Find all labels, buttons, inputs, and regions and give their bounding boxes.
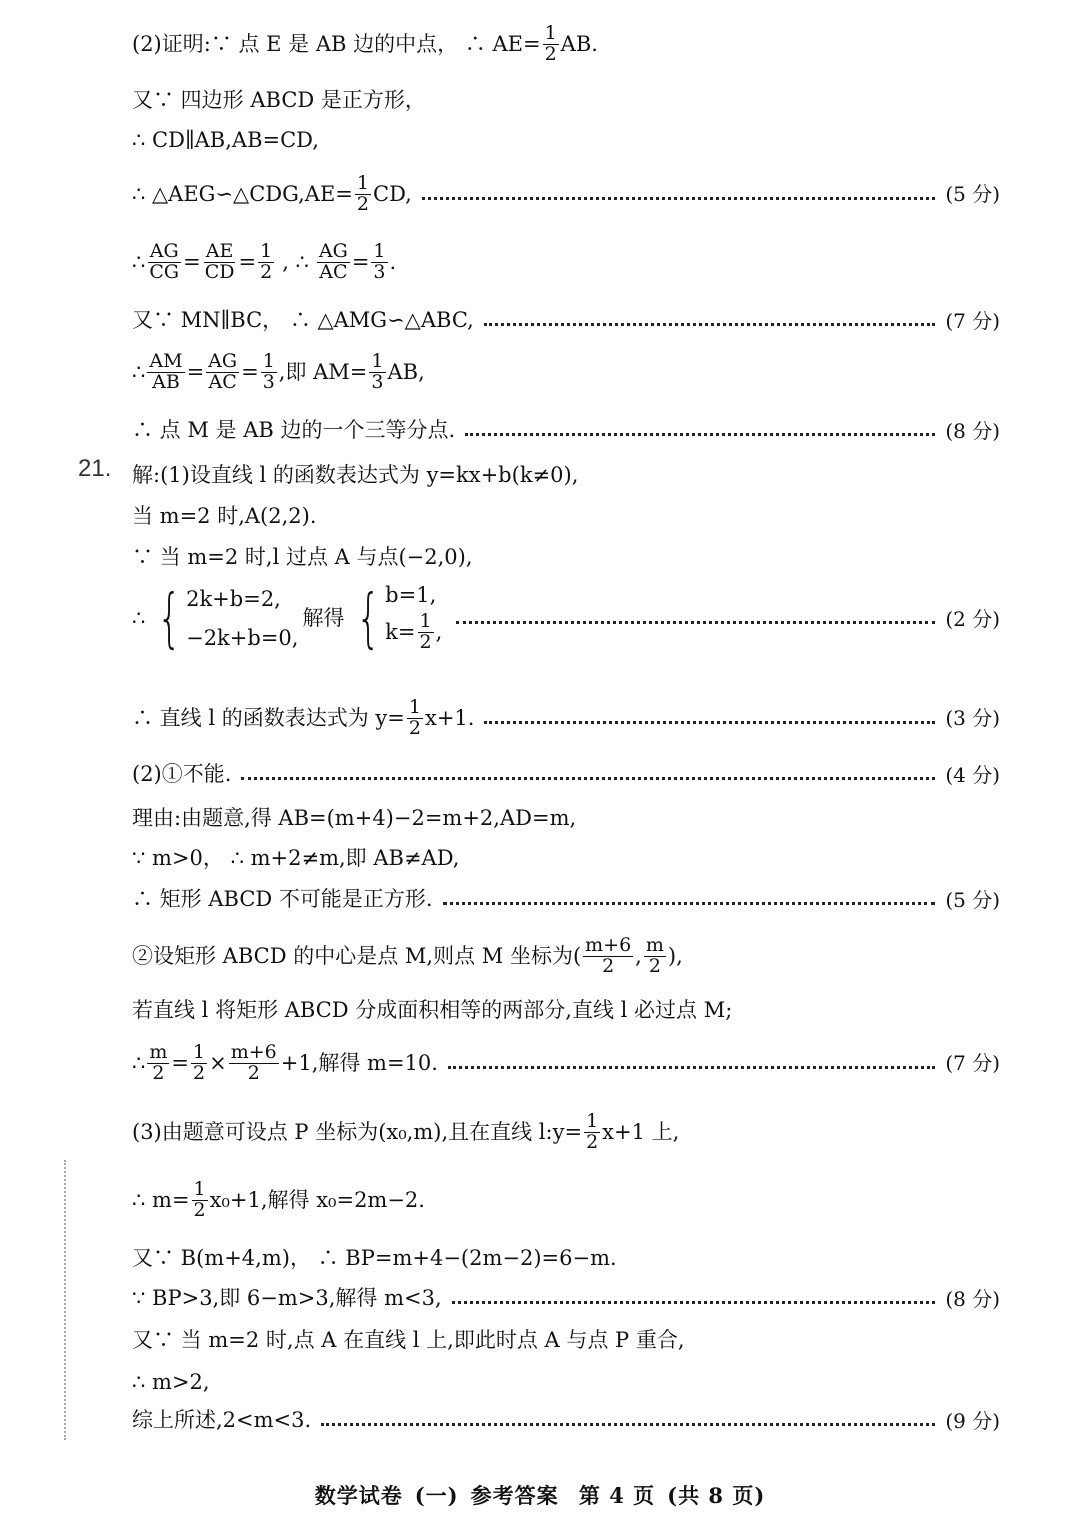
solution-line-17: ∴ 矩形 ABCD 不可能是正方形. (5 分) (132, 887, 1000, 912)
fraction: $\frac{1}{3}$ (262, 350, 275, 393)
fraction: $\frac{AG}{CG}$ (149, 240, 180, 283)
score-label: (3 分) (945, 706, 1000, 731)
leader-dots (484, 721, 935, 724)
footer-subject: 数学试卷 (314, 1483, 403, 1508)
equation-system: { b=1, k= $\frac{1}{2}$ , (356, 581, 443, 656)
question-number: 21. (78, 455, 112, 482)
score-label: (8 分) (945, 1286, 1000, 1311)
fraction: $\frac{1}{2}$ (193, 1178, 206, 1221)
fraction: $\frac{1}{2}$ (419, 610, 432, 653)
fraction: $\frac{m+6}{2}$ (585, 934, 632, 977)
proof-line-7: ∴ $\frac{AM}{AB}$ = $\frac{AG}{AC}$ = $\frac{1}{3}$ ,即 AM= $\frac{1}{3}$ AB, (132, 350, 425, 393)
solution-line-11: ∵ 当 m=2 时,l 过点 A 与点(−2,0), (132, 545, 473, 569)
solution-line-12: ∴ { 2k+b=2, −2k+b=0, 解得 { b=1, k= $\frac{1}{2}$ , (2 分) (132, 581, 1000, 656)
fraction: $\frac{1}{2}$ (408, 696, 421, 739)
solution-line-22: ∴ m= $\frac{1}{2}$ x₀+1,解得 x₀=2m−2. (132, 1178, 425, 1221)
solution-line-26: ∴ m>2, (132, 1370, 210, 1394)
leader-dots (452, 1301, 936, 1304)
fraction: $\frac{1}{2}$ (586, 1110, 599, 1153)
fraction: $\frac{1}{3}$ (371, 350, 384, 393)
proof-line-5: ∴ $\frac{AG}{CG}$ = $\frac{AE}{CD}$ = $\frac{1}{2}$ , ∴ $\frac{AG}{AC}$ = $\frac{1}{3}$ . (132, 240, 397, 283)
score-label: (9 分) (945, 1408, 1000, 1433)
proof-line-2: 又∵ 四边形 ABCD 是正方形， (132, 88, 426, 112)
score-label: (2 分) (945, 606, 1000, 631)
solution-line-19: 若直线 l 将矩形 ABCD 分成面积相等的两部分,直线 l 必过点 M; (132, 998, 733, 1022)
score-label: (4 分) (945, 762, 1000, 787)
binding-margin-line (64, 1160, 66, 1440)
proof-line-8: ∴ 点 M 是 AB 边的一个三等分点. (8 分) (132, 418, 1000, 443)
proof-text: (2)证明:∵ 点 E 是 AB 边的中点， ∴ AE= (132, 31, 541, 56)
fraction: $\frac{m}{2}$ (149, 1041, 168, 1084)
solution-line-10: 当 m=2 时,A(2,2). (132, 504, 317, 528)
score-label: (5 分) (945, 887, 1000, 912)
solution-line-15: 理由:由题意,得 AB=(m+4)−2=m+2,AD=m, (132, 806, 577, 830)
leader-dots (456, 621, 935, 624)
leader-dots (422, 197, 935, 200)
proof-line-4: ∴ △AEG∽△CDG,AE= $\frac{1}{2}$ CD, (5 分) (132, 172, 1000, 215)
solution-line-20: ∴ $\frac{m}{2}$ = $\frac{1}{2}$ × $\frac{m+6}{2}$ +1,解得 m=10. (7 分) (132, 1041, 1000, 1084)
fraction: $\frac{AG}{AC}$ (318, 240, 348, 283)
fraction: $\frac{1}{2}$ (260, 240, 273, 283)
footer-label: 参考答案 (470, 1483, 559, 1508)
fraction: $\frac{AM}{AB}$ (149, 350, 183, 393)
leader-dots (465, 433, 935, 436)
proof-line-3: ∴ CD∥AB,AB=CD, (132, 128, 319, 152)
solution-line-24: ∵ BP>3,即 6−m>3,解得 m<3, (8 分) (132, 1286, 1000, 1311)
fraction: $\frac{AG}{AC}$ (208, 350, 238, 393)
left-brace: { (157, 581, 182, 656)
fraction: $\frac{AE}{CD}$ (204, 240, 235, 283)
proof-line-1: (2)证明:∵ 点 E 是 AB 边的中点， ∴ AE= $\frac{1}{2}$ AB. (132, 22, 598, 65)
fraction: $\frac{1}{3}$ (373, 240, 386, 283)
leader-dots (321, 1423, 935, 1426)
solution-line-23: 又∵ B(m+4,m)， ∴ BP=m+4−(2m−2)=6−m. (132, 1246, 617, 1270)
left-brace: { (356, 581, 382, 656)
leader-dots (448, 1066, 935, 1069)
score-label: (7 分) (945, 1051, 1000, 1076)
score-label: (8 分) (945, 418, 1000, 443)
solution-line-13: ∴ 直线 l 的函数表达式为 y= $\frac{1}{2}$ x+1. (3 分) (132, 696, 1000, 739)
solution-line-18: ②设矩形 ABCD 的中心是点 M,则点 M 坐标为( $\frac{m+6}{2}$ , $\frac{m}{2}$ ), (132, 934, 683, 977)
leader-dots (241, 777, 935, 780)
fraction: $\frac{1}{2}$ (356, 172, 369, 215)
solution-line-16: ∵ m>0， ∴ m+2≠m,即 AB≠AD, (132, 846, 460, 870)
footer-paper: (一) (414, 1483, 459, 1508)
leader-dots (484, 323, 935, 326)
footer-page: 第 4 页 (578, 1483, 656, 1508)
equation-system: { 2k+b=2, −2k+b=0, (157, 581, 299, 656)
fraction: $\frac{m+6}{2}$ (230, 1041, 277, 1084)
solution-line-9: 解:(1)设直线 l 的函数表达式为 y=kx+b(k≠0), (132, 463, 579, 487)
solution-line-25: 又∵ 当 m=2 时,点 A 在直线 l 上,即此时点 A 与点 P 重合, (132, 1328, 685, 1352)
score-label: (7 分) (945, 308, 1000, 333)
solution-line-21: (3)由题意可设点 P 坐标为(x₀,m),且在直线 l:y= $\frac{1}{2}$ x+1 上, (132, 1110, 680, 1153)
solution-line-27: 综上所述,2<m<3. (9 分) (132, 1408, 1000, 1433)
fraction: $\frac{1}{2}$ (193, 1041, 206, 1084)
leader-dots (443, 902, 936, 905)
score-label: (5 分) (945, 182, 1000, 207)
page-footer (0, 1480, 1080, 1510)
fraction: $\frac{m}{2}$ (645, 934, 664, 977)
proof-line-6: 又∵ MN∥BC， ∴ △AMG∽△ABC, (7 分) (132, 308, 1000, 333)
fraction: $\frac{1}{2}$ (544, 22, 557, 65)
solution-line-14: (2)①不能. (4 分) (132, 762, 1000, 787)
footer-total: (共 8 页) (667, 1483, 766, 1508)
